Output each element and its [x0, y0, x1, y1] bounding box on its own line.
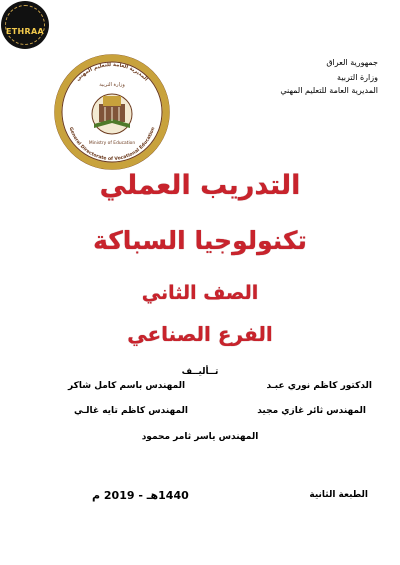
logo-ministry-arabic: وزارة التربية — [99, 82, 125, 88]
header-ministry: وزارة التربية — [337, 73, 378, 82]
ethraa-badge — [1, 1, 49, 49]
badge-ring — [5, 5, 45, 45]
subject-title: تكنولوجيا السباكة — [93, 226, 307, 255]
authorship-label: تــأليــف — [181, 367, 219, 377]
logo-arabic-text: المديرية العامة للتعليم المهني — [75, 62, 149, 83]
main-title: التدريب العملي — [99, 170, 301, 201]
author-4: المهندس كاظم تايه غالـي — [74, 406, 188, 416]
edition-label: الطبعة الثانية — [309, 490, 368, 500]
logo-emblem — [92, 94, 132, 134]
grade-title: الصف الثاني — [141, 282, 259, 304]
header-country: جمهورية العراق — [326, 58, 378, 67]
logo-english-text: General Directorate of Vocational Education — [67, 126, 157, 163]
branch-title: الفرع الصناعي — [127, 322, 273, 346]
author-5: المهندس ياسر ثامر محمود — [141, 432, 259, 442]
badge-text: ETHRAA — [6, 26, 44, 36]
author-1: الدكتور كاظم نوري عبـد — [266, 381, 372, 391]
header-directorate: المديرية العامة للتعليم المهني — [280, 86, 378, 95]
logo-ministry-english: Ministry of Education — [88, 141, 136, 146]
author-2: المهندس باسم كامل شاكر — [68, 381, 186, 391]
edition-year: 1440هـ - 2019 م — [92, 489, 189, 502]
author-3: المهندس ثائر غازي مجيد — [257, 406, 366, 416]
ministry-logo — [52, 52, 172, 172]
